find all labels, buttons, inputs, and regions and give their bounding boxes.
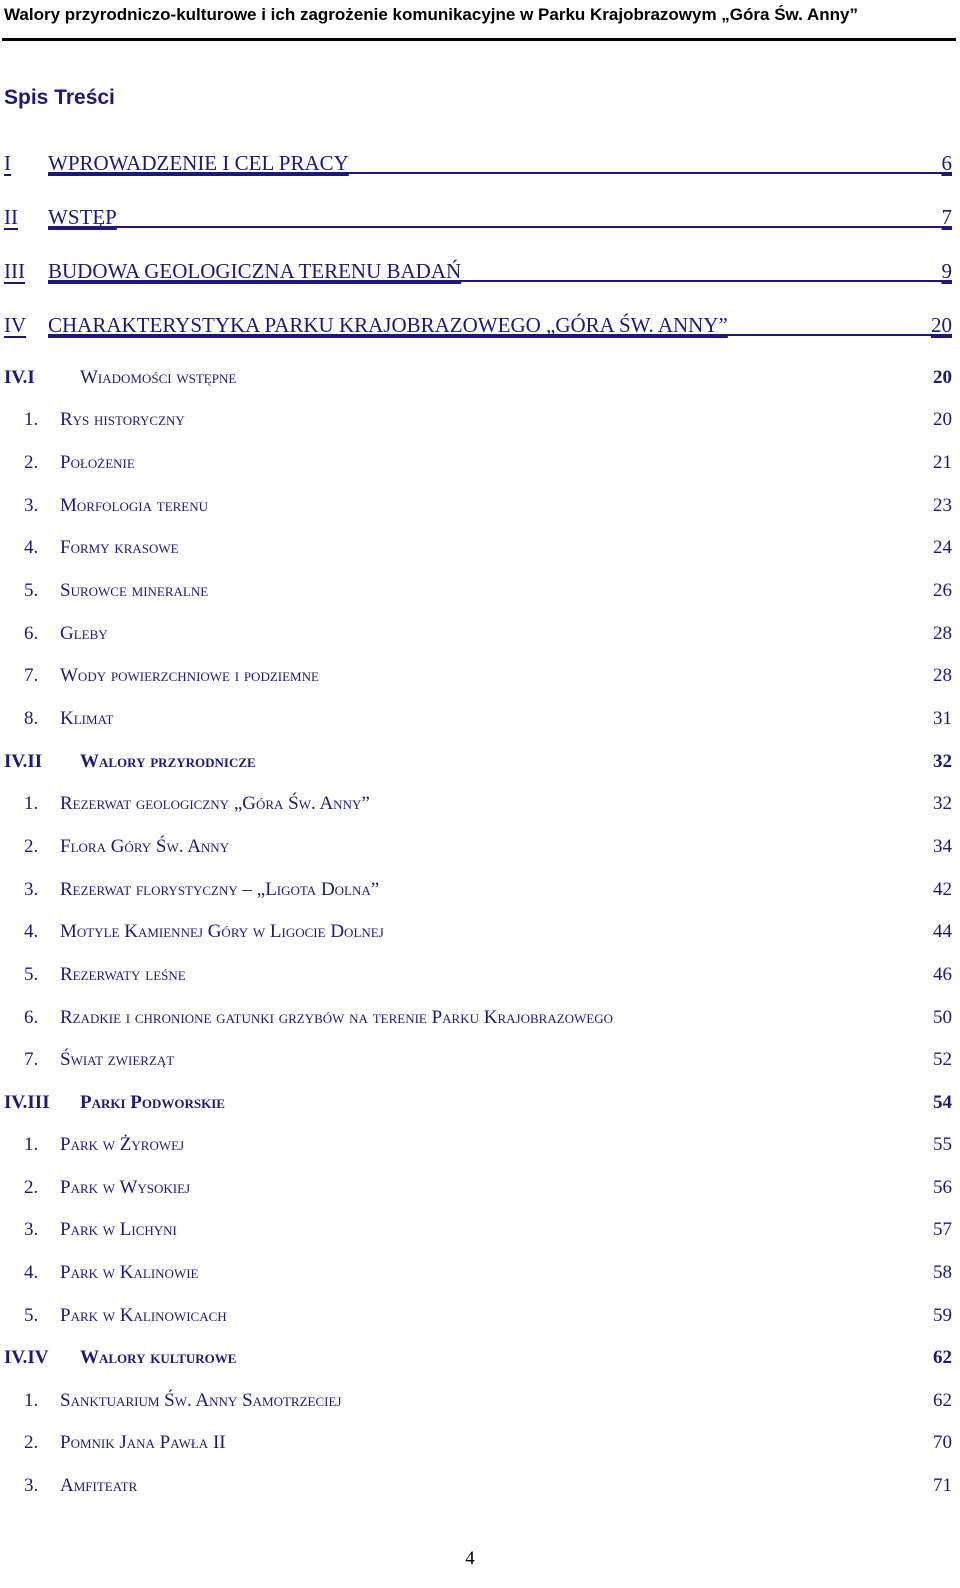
toc-section-iv-i[interactable]: [4, 363, 952, 393]
toc-chapter-rule: [48, 226, 952, 228]
toc-item-number: 2.: [24, 836, 39, 857]
toc-item-page: 34: [933, 836, 952, 857]
toc-title: Spis Treści: [4, 86, 115, 109]
toc-item-page: 55: [933, 1134, 952, 1155]
toc-item-page: 56: [933, 1177, 952, 1198]
toc-item-number: 1.: [24, 1390, 39, 1411]
toc-item[interactable]: [4, 1130, 952, 1160]
toc-item-page: 31: [933, 708, 952, 729]
toc-item[interactable]: [4, 1173, 952, 1203]
toc-chapter-title: WSTĘP: [48, 205, 117, 229]
toc-item[interactable]: [4, 619, 952, 649]
toc-chapter-number: IV: [4, 313, 27, 337]
toc-item[interactable]: [4, 1301, 952, 1331]
toc-item-number: 5.: [24, 1305, 39, 1326]
toc-section-title: Walory przyrodnicze: [80, 751, 256, 772]
toc-item[interactable]: [4, 917, 952, 947]
toc-chapter-iii[interactable]: [4, 256, 952, 286]
toc-item-page: 59: [933, 1305, 952, 1326]
toc-item-number: 1.: [24, 409, 39, 430]
toc-chapter-iv[interactable]: [4, 310, 952, 340]
toc-item[interactable]: [4, 661, 952, 691]
toc-item-title: Gleby: [60, 623, 108, 644]
toc-item-page: 26: [933, 580, 952, 601]
toc-item-title: Klimat: [60, 708, 114, 729]
toc-item-title: Flora Góry Św. Anny: [60, 836, 230, 857]
toc-item-number: 8.: [24, 708, 39, 729]
toc-item-title: Rezerwat geologiczny „Góra Św. Anny”: [60, 793, 370, 814]
toc-item-title: Rzadkie i chronione gatunki grzybów na terenie Parku Krajobrazowego: [60, 1007, 614, 1028]
toc-item-page: 44: [933, 921, 952, 942]
toc-item[interactable]: [4, 875, 952, 905]
toc-item-title: Park w Kalinowie: [60, 1262, 199, 1283]
running-header: Walory przyrodniczo-kulturowe i ich zagrożenie komunikacyjne w Parku Krajobrazowym „Góra Św. Anny”: [4, 5, 858, 24]
toc-item-title: Wody powierzchniowe i podziemne: [60, 665, 319, 686]
toc-item-page: 23: [933, 495, 952, 516]
toc-item[interactable]: [4, 789, 952, 819]
toc-item-number: 2.: [24, 1432, 39, 1453]
toc-chapter-number: I: [4, 151, 11, 175]
toc-chapter-i[interactable]: [4, 148, 952, 178]
toc-item-number: 5.: [24, 580, 39, 601]
toc-chapter-page: 9: [941, 259, 952, 283]
toc-item-page: 57: [933, 1219, 952, 1240]
toc-item-number: 6.: [24, 623, 39, 644]
toc-item-number: 4.: [24, 1262, 39, 1283]
toc-item-title: Rys historyczny: [60, 409, 185, 430]
toc-item-title: Pomnik Jana Pawła II: [60, 1432, 226, 1453]
toc-item-number: 6.: [24, 1007, 39, 1028]
toc-section-page: 62: [933, 1347, 952, 1368]
toc-item[interactable]: [4, 491, 952, 521]
toc-item-page: 71: [933, 1475, 952, 1496]
toc-item-number: 3.: [24, 495, 39, 516]
toc-item-number: 3.: [24, 879, 39, 900]
toc-item[interactable]: [4, 533, 952, 563]
toc-item-number: 7.: [24, 1049, 39, 1070]
toc-item-page: 32: [933, 793, 952, 814]
toc-item[interactable]: [4, 1215, 952, 1245]
toc-item[interactable]: [4, 1428, 952, 1458]
toc-item-number: 1.: [24, 1134, 39, 1155]
header-rule: [2, 38, 956, 41]
toc-item-title: Położenie: [60, 452, 135, 473]
toc-section-title: Walory kulturowe: [80, 1347, 237, 1368]
toc-item-page: 24: [933, 537, 952, 558]
toc-item-page: 20: [933, 409, 952, 430]
toc-item-title: Świat zwierząt: [60, 1049, 175, 1070]
toc-item-page: 70: [933, 1432, 952, 1453]
toc-item-title: Motyle Kamiennej Góry w Ligocie Dolnej: [60, 921, 384, 942]
toc-item[interactable]: [4, 576, 952, 606]
toc-item-number: 3.: [24, 1219, 39, 1240]
toc-item-page: 50: [933, 1007, 952, 1028]
toc-chapter-page: 6: [941, 151, 952, 175]
toc-item-page: 46: [933, 964, 952, 985]
toc-item[interactable]: [4, 1045, 952, 1075]
toc-item-number: 1.: [24, 793, 39, 814]
toc-item-number: 3.: [24, 1475, 39, 1496]
toc-item-title: Park w Żyrowej: [60, 1134, 185, 1155]
toc-item-page: 28: [933, 623, 952, 644]
toc-section-page: 32: [933, 751, 952, 772]
toc-item-title: Morfologia terenu: [60, 495, 209, 516]
toc-item[interactable]: [4, 960, 952, 990]
toc-section-iv-iii[interactable]: [4, 1088, 952, 1118]
toc-chapter-number: III: [4, 259, 25, 283]
toc-section-number: IV.I: [4, 367, 35, 388]
toc-chapter-number: II: [4, 205, 18, 229]
toc-item-number: 4.: [24, 537, 39, 558]
toc-section-number: IV.III: [4, 1092, 50, 1113]
toc-item-page: 52: [933, 1049, 952, 1070]
toc-item-number: 2.: [24, 1177, 39, 1198]
toc-item-page: 42: [933, 879, 952, 900]
toc-section-page: 20: [933, 367, 952, 388]
toc-chapter-ii[interactable]: [4, 202, 952, 232]
toc-item-page: 21: [933, 452, 952, 473]
toc-item[interactable]: [4, 704, 952, 734]
toc-item-title: Rezerwat florystyczny – „Ligota Dolna”: [60, 879, 380, 900]
toc-item-title: Surowce mineralne: [60, 580, 209, 601]
page-number: 4: [465, 1548, 475, 1569]
toc-section-iv-ii[interactable]: [4, 747, 952, 777]
toc-item[interactable]: [4, 1003, 952, 1033]
toc-item-title: Park w Kalinowicach: [60, 1305, 227, 1326]
toc-item-title: Formy krasowe: [60, 537, 179, 558]
toc-section-number: IV.II: [4, 751, 43, 772]
toc-item[interactable]: [4, 405, 952, 435]
toc-section-number: IV.IV: [4, 1347, 49, 1368]
toc-chapter-title: BUDOWA GEOLOGICZNA TERENU BADAŃ: [48, 259, 462, 283]
toc-item-title: Park w Wysokiej: [60, 1177, 191, 1198]
toc-section-page: 54: [933, 1092, 952, 1113]
toc-item[interactable]: [4, 1258, 952, 1288]
toc-chapter-page: 20: [931, 313, 952, 337]
toc-item-number: 2.: [24, 452, 39, 473]
toc-section-iv-iv[interactable]: [4, 1343, 952, 1373]
toc-item-page: 28: [933, 665, 952, 686]
toc-item-page: 58: [933, 1262, 952, 1283]
toc-item-title: Rezerwaty leśne: [60, 964, 186, 985]
toc-item[interactable]: [4, 1386, 952, 1416]
toc-item[interactable]: [4, 1471, 952, 1501]
toc-section-title: Wiadomości wstępne: [80, 367, 237, 388]
toc-item-number: 7.: [24, 665, 39, 686]
toc-item[interactable]: [4, 448, 952, 478]
toc-chapter-title: CHARAKTERYSTYKA PARKU KRAJOBRAZOWEGO „GÓRA ŚW. ANNY”: [48, 313, 728, 337]
toc-item-title: Park w Lichyni: [60, 1219, 177, 1240]
toc-item-title: Amfiteatr: [60, 1475, 138, 1496]
toc-item-title: Sanktuarium Św. Anny Samotrzeciej: [60, 1390, 342, 1411]
toc-chapter-page: 7: [941, 205, 952, 229]
toc-chapter-title: WPROWADZENIE I CEL PRACY: [48, 151, 349, 175]
toc-item-page: 62: [933, 1390, 952, 1411]
toc-section-title: Parki Podworskie: [80, 1092, 225, 1113]
toc-item-number: 4.: [24, 921, 39, 942]
toc-item[interactable]: [4, 832, 952, 862]
toc-item-number: 5.: [24, 964, 39, 985]
